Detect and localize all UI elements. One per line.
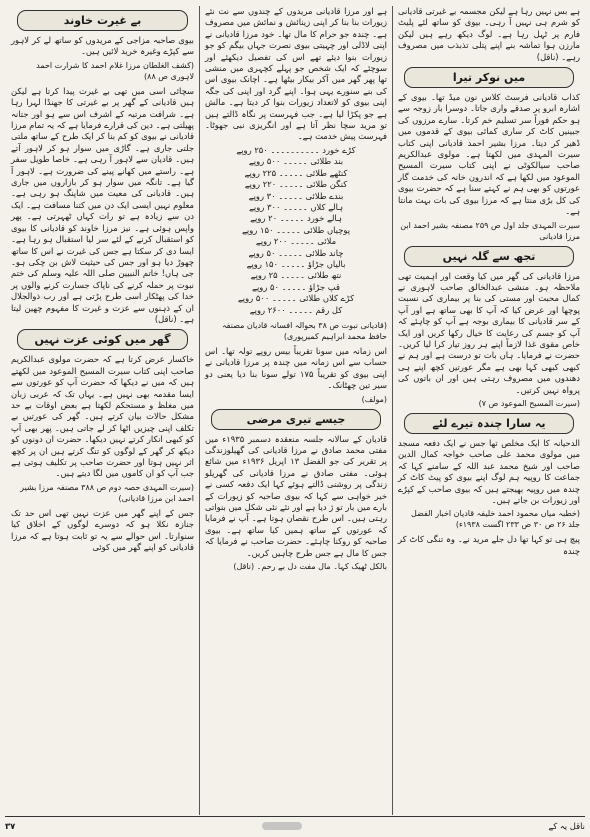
list-item: کڑے کلاں طلائی ۔۔۔۔۔ ۵۰۰ روپے (237, 293, 355, 304)
paragraph: خاکسار عرض کرتا ہے کہ حضرت مولوی عبدالکریم صاحب اپنی کتاب سیرت المسیح الموعود میں لکھتے ہیں کہ میں نے دیکھا کہ حضرت آپ کو عورتوں سے ایسا مقدمہ بھی نہیں ہے۔ یہاں تک کہ عربی زبان میں مغلظ و مستحکم لکھتا ہے بعض اوقات بے حد مشکل حالات بیان کرتے ہیں۔ گھر کی عورتیں بے تکلف اپنی چیزیں اٹھا کر لے جاتی ہیں۔ پھر بھی آپ کو کبھی انکار کرتے نہیں دیکھا۔ حضرت ان دونوں کو دیکھ کر گھر کے لوگوں کو تنگ کرتے ہیں ان پر کچھ اثر نہیں ہوتا اور حضرت صاحب پر تکلیف ہوتی ہے جب آپ کو ان کاموں میں لگا دیتے ہیں۔ (11, 354, 194, 479)
list-item: نتھ طلائی ۔۔۔۔۔ ۲۵ روپے (250, 270, 342, 281)
section-heading: میں نوکر تیرا (404, 67, 574, 88)
source-citation: (خطبہ میاں محمود احمد خلیفہ قادیان اخبار الفضل جلد ۲۶ ص ۳۰ ص ۲۳۳ اگست ۱۹۳۸ء) (411, 509, 580, 530)
section-heading: تجھ سے گلہ نہیں (404, 246, 574, 267)
ink-smudge (262, 822, 302, 830)
page-footer (5, 816, 585, 835)
column-middle (199, 6, 392, 815)
list-item: ملائی ۔۔۔۔۔ ۲۰۰ روپے (255, 236, 337, 247)
paragraph: اس زمانہ میں سونا تقریباً بیس روپے تولہ تھا۔ اس حساب سے اس زمانہ میں چندہ پر مرزا قادیانی نے اپنی بیوی کو تقریباً ۱۷۵ تولے سونا بنا دیا یعنی دو سیر تین چھٹانک۔ (205, 345, 387, 391)
source-citation: (کشف الغلطان مرزا غلام احمد کا شرارت احمد لاہوری ص ۸۸) (36, 60, 194, 81)
source-citation: سیرت المہدی جلد اول ص ۲۵۹ مصنفہ بشیر احمد ابن مرزا قادیانی (400, 220, 580, 241)
paragraph: ہے اور مرزا قادیانی مریدوں کے چندوں سے نت نئے زیورات بنا بنا کر اپنی زینائش و نمائش میں مصروف ہے۔ چندہ جو حرام کا مال تھا۔ خود مرزا قادیانی نے اپنی لاڈلی اور چہیتی بیوی نصرت جہاں بیگم کو جو زیورات بنوا دیئے تھے اس کی تفصیل دیکھئے اور سوچئے کہ ایک شخص جو پہلے کچہری میں منشی تھا پھر گھر میں آکر بیکار بیٹھا ہے۔ اچانک بیوی اس کی بنے سنورے یہی ہوا۔ اپنے گرد اور اپنی کی جگہ اپنی بیوی کو لاتعداد زیورات بنوا کر دیتا ہے۔ مالش ہے جو پکڑا لیا ہے۔ جب فہرست پر نگاہ ڈالتے ہیں تو مرید سچا نظر آتا ہے اور انگریزی نبی جھوٹا۔ فہرست پیش خدمت ہے۔ (205, 6, 387, 142)
paragraph: بیوی صاحبہ مزاجی کے مریدوں کو ساتھ لے کر لاہور سے کپڑے وغیرہ خرید لائیں ہیں۔ (11, 35, 194, 57)
section-heading: گھر میں کوئی عزت نہیں (17, 329, 188, 350)
column-left (6, 6, 199, 815)
list-item: بند طلائی ۔۔۔۔۔ ۵۰۰ روپے (248, 156, 344, 167)
paragraph: قادیان کے سالانہ جلسہ منعقدہ دسمبر ۱۹۳۵ء میں مفتی محمد صادق نے مرزا قادیانی کی گھیلوزندگی پر تقریر کی جو الفضل ۱۳ اپریل ۱۹۳۶ء میں شائع ہوئی۔ مفتی صادق نے مرزا قادیانی کی گھریلو زندگی پر روشنی ڈالتے ہوئے کہا ایک دفعہ کسی نے خیر خواہی سے کہا کہ بیوی صاحبہ کو زیورات کے بارے میں بار تو ژ دیا ہے اور نئے نئی شکل میں بنواتی رہتی ہیں۔ اس طرح نقصان ہوتا ہے۔ آپ نے فرمایا کہ عورتوں کے ساتھ ہمیں کیا ساتھ ہے۔ بیوی صاحبہ کو روکنا چاہئے۔ حضرت صاحب نے فرمایا کہ جس کا مال ہے جس طرح چاہیں کریں۔ (205, 433, 387, 558)
section-heading: یہ سارا چندہ تیرے لئے (404, 413, 574, 434)
list-item: ہالے کلاں ۔۔۔۔۔ ۳۰۰ روپے (248, 201, 344, 212)
paragraph: کذاب قادیانی فرسٹ کلاس نون میڈ تھا۔ بیوی کے اشارہ ابرو پر صدقے واری جاتا۔ دوسرا بار زوجہ سے ہو حکم فوراً سر تسلیم خم کرتا۔ سارے مرزوں کی جبینیں کاٹ کر ساری کمائی بیوی کے قدموں میں ڈھیر کر دیتا۔ مرزا بشیر احمد قادیانی اپنی کتاب سیرت المہدی میں لکھتا ہے۔ مولوی عبدالکریم صاحب سیالکوٹی نے اپنی کتاب سیرت المسیح الموعود میں لکھا ہے کہ اندرون خانہ کی خدمت گار عورتوں کو بھی ہم نے کہتے سنا ہے کہ حضرت بیوی کی کل بڑی منتا ہے کہ مرزا بیوی کی بات بہت مانتا ہے۔ (398, 92, 580, 217)
list-item: چاند طلائی ۔۔۔۔۔ ۵۰ روپے (248, 247, 344, 258)
list-item: بندے طلائی ۔۔۔۔۔ ۳۰ روپے (248, 190, 344, 201)
paragraph: الدحیانہ کا ایک مخلص تھا جس نے ایک دفعہ مسجد میں مولوی محمد علی صاحب خواجہ کمال الدین صاحب اور شیخ محمد عبد اللہ کے سامنے کہا کہ جماعت کا روپیہ ہم لوگ اپنے بیوی کو پیٹ کاٹ کر چندہ میں روپیہ بھیجتے ہیں کہ بیوی صاحب کے کپڑے اور زیورات بن جاتے ہیں۔ (398, 437, 580, 505)
paragraph: مرزا قادیانی کی گھر میں کیا وقعت اور اہمیت تھی ملاحظہ ہو۔ منشی عبدالخالق صاحب لاہوری نے کمال محبت اور مستی کی بنا پر بیماری کی نسبت پوچھا اور عرض کیا کہ آپ کا بھی ساتھ ہے اور آپ کے سر قادیانی کا بیماری بوجہ ہے آپ کو چاہئے کہ آپ کو جسم کی رعایت کا خیال رکھا کریں اور ایک خاص مقوی غذا لازماً اپنے ہر روز تیار کرا لیا کریں۔ حضرت نے فرمایا۔ ہاں بات تو درست ہے اور ہم نے کبھی کبھی کہا بھی ہے مگر عورتیں کچھ اپنے ہی دھندوں میں مصروف رہتی ہیں اور ان باتوں کی پرواہ نہیں کرتیں۔ (398, 270, 580, 395)
column-right (392, 6, 585, 815)
section-heading: بے غیرت خاوند (17, 10, 188, 31)
list-item: کنٹھے طلائی ۔۔۔۔۔ ۲۲۵ روپے (244, 167, 348, 178)
jewelry-list (205, 145, 387, 316)
list-item: کڑے خورد ۔۔۔۔۔۔۔۔۔۔ ۲۵۰ روپے (236, 144, 356, 155)
page-number: ۳۷ (5, 821, 16, 831)
list-item: کنگن طلائی ۔۔۔۔۔ ۲۲۰ روپے (244, 179, 348, 190)
paragraph: ہے بس نہیں رہا ہے لیکن مجسمہ بے غیرتی قادیانی کو شرم ہی نہیں آ رہی۔ بیوی کو ساتھ لئے پلیٹ فارم پر ٹہل رہا ہے۔ لوگ دیکھ رہے ہیں لیکن مارزن ہوا تماشہ بنے اپنے پتلی تذبذب میں مصروف رہے۔ (ناقل) (398, 6, 580, 62)
source-citation: (مولف) (361, 394, 387, 404)
section-heading: جیسے تیری مرضی (211, 409, 381, 430)
source-citation: بالکل ٹھیک کہا۔ مال مفت دل بے رحم۔ (ناقل) (233, 562, 387, 572)
list-item-total: کل رقم ۔۔۔۔۔ ۲۶۰۰ روپے (249, 304, 343, 315)
list-item: ہالے خورد ۔۔۔۔۔ ۲۰ روپے (250, 213, 342, 224)
paragraph: جس کے اپنے گھر میں عزت نہیں تھی اس حد تک جنازہ نکلا ہو کہ دوسرے لوگوں کے اخلاق کیا سنوارتا۔ اس حوالے سے یہ تو ثابت ہوتا ہے کہ مرزا قادیانی کو اپنے گھر میں کوئی (11, 507, 194, 553)
paragraph: سچائی اسی میں تھی بے غیرت پیدا کرتا ہے لیکن ہیں قادیانی کے گھر پر بے غیرتی کا جھنڈا لہرا رہا ہے۔ شرافت مرتبہ کے اشرف اس سے ہو اور جتانہ پھیلتی ہے۔ دین کی قرارے فرمایا ہے کہ یہ تمام مرزا قادیانی نے بیوی کو کم بنا کر ایک طرح کے ساتھ ملتی جلتی جاری ہے۔ گاڑی میں سوار ہو کر لاہور آتے ہیں۔ قادیان سے لاہور آ رہی ہے۔ خاصا طویل سفر ہے۔ راستے میں کھانے پینے کی ضرورت ہے۔ لاہور آ گیا ہے۔ تانگہ میں سوار ہو کر بازاروں میں جاری ہیں۔ قادیانی کی معیت میں شاپنگ ہو رہی ہے۔ معلوم نہیں ایسی ایک دن میں کتنا مسافت ہے۔ ایک دن سے زیادہ ہے تو رات کہاں ٹھہرتی ہے۔ پھر واپس ہوئی ہے۔ نیز مرزا خاوند کو قادیانی کا بیوی کو استقبال کرنے کے لئے سر لیا استقبال ہو رہا ہے۔ ایسا دی کر سکتا ہے جس کی غیرت نے اس کا ساتھ چھوڑ دیا ہو اور جس کی حیثیت لاش بن چکی ہو۔ جی ہاں! خاتم النبیین صلی اللہ علیہ وسلم کی ختم نبوت پر حملہ کرنے کی ناپاک جسارت کرنے والوں پر خدا کی پھٹکار اسی طرح پڑتی ہے اور رب ذوالجلال ان کے ذہنوں سے عزت و غیرت کا مفہوم چھین لیتا ہے۔ (ناقل) (11, 85, 194, 324)
footer-note: ناقل یہ کے (548, 821, 585, 831)
paragraph: پیچ ہی تو کہا تھا دل جلے مرید نے۔ وہ تنگی کاٹ کر چندہ (398, 534, 580, 556)
source-citation: (قادیانی نبوت ص ۳۸ بحوالہ افسانہ قادیان مصنفہ حافظ محمد ابراہیم کمیرپوری) (221, 320, 387, 341)
source-citation: (سیرت المسیح الموعود ص ۷) (478, 398, 580, 408)
page-columns (5, 6, 585, 815)
list-item: پوچیاں طلائی ۔۔۔۔۔ ۱۵۰ روپے (241, 224, 351, 235)
list-item: بالیاں جڑاؤ ۔۔۔۔۔ ۱۵۰ روپے (246, 258, 346, 269)
list-item: قپ جڑاؤ ۔۔۔۔۔ ۵۰ روپے (252, 281, 340, 292)
source-citation: (سیرت المہدی حصہ دوم ص ۳۸۸ مصنفہ مرزا بشیر احمد ابن مرزا قادیانی) (20, 482, 194, 503)
